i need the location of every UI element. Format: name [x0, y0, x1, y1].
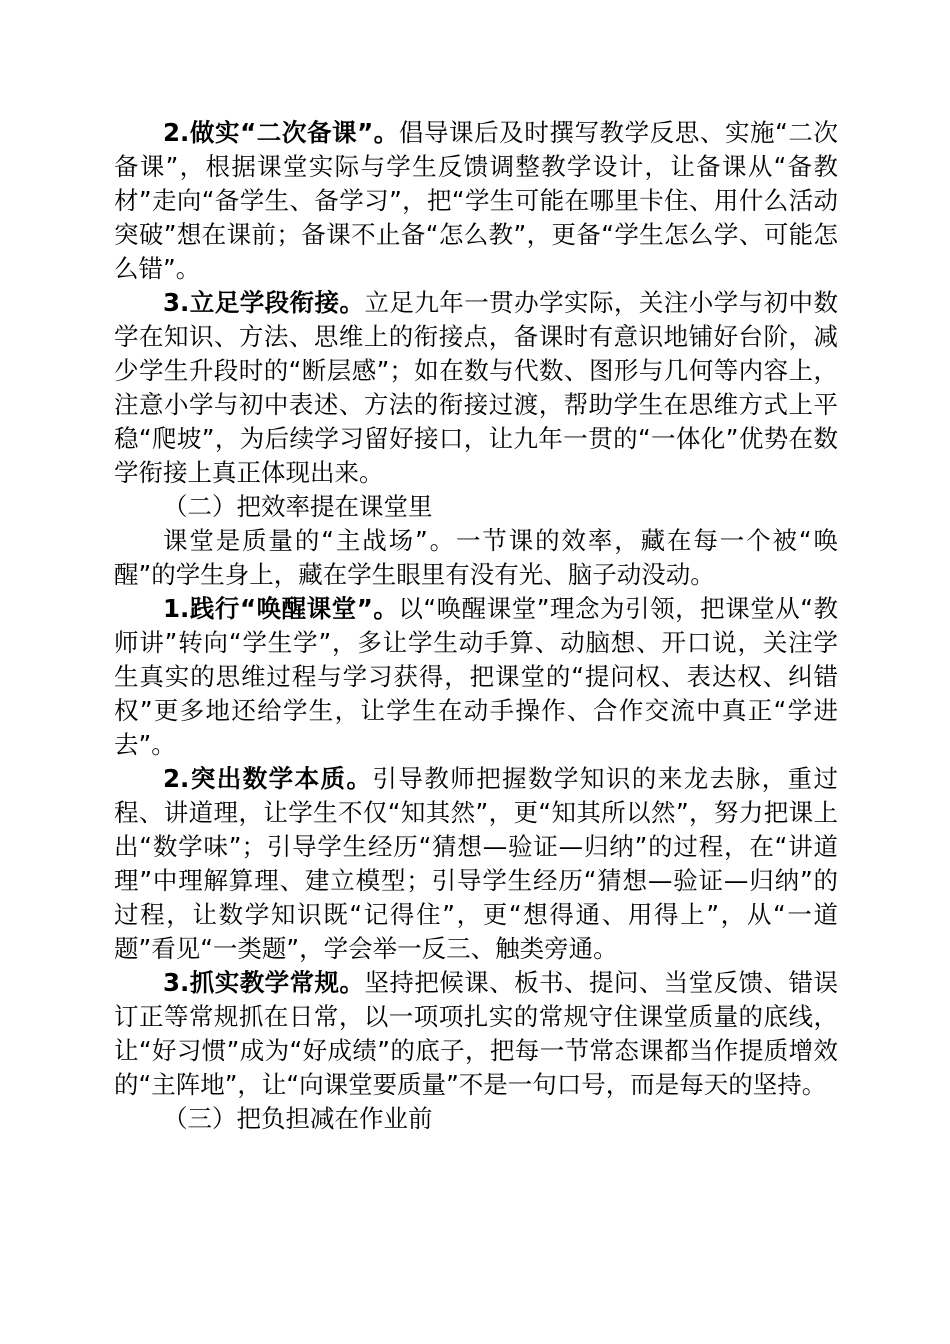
- paragraph-body: 引导教师把握数学知识的来龙去脉，重过程、讲道理，让学生不仅“知其然”，更“知其所以然”，努力把课上出“数学味”；引导学生经历“猜想—验证—归纳”的过程，在“讲道理”中理解算理、建立模型；引导学生经历“猜想—验证—归纳”的过程，让数学知识既“记得住”，更“想得通、用得上”，从“一道题”看见“一类题”，学会举一反三、触类旁通。: [114, 764, 838, 963]
- paragraph-lead: 2.做实“二次备课”。: [163, 118, 399, 147]
- paragraph-second-lesson-prep: [114, 116, 838, 286]
- paragraph-teaching-routines: [114, 966, 838, 1102]
- document-page: [114, 116, 838, 1136]
- paragraph-body: 倡导课后及时撰写教学反思、实施“二次备课”，根据课堂实际与学生反馈调整教学设计，让备课从“备教材”走向“备学生、备学习”，把“学生可能在哪里卡住、用什么活动突破”想在课前；备课不止备“怎么教”，更备“学生怎么学、可能怎么错”。: [114, 118, 838, 283]
- paragraph-body: 立足九年一贯办学实际，关注小学与初中数学在知识、方法、思维上的衔接点，备课时有意识地铺好台阶，减少学生升段时的“断层感”；如在数与代数、图形与几何等内容上，注意小学与初中表述、方法的衔接过渡，帮助学生在思维方式上平稳“爬坡”，为后续学习留好接口，让九年一贯的“一体化”优势在数学衔接上真正体现出来。: [114, 288, 838, 487]
- section-heading-classroom-efficiency: （二）把效率提在课堂里: [163, 492, 433, 521]
- paragraph-classroom-intro: 课堂是质量的“主战场”。一节课的效率，藏在每一个被“唤醒”的学生身上，藏在学生眼里有没有光、脑子动没动。: [114, 526, 838, 589]
- paragraph-math-essence: [114, 762, 838, 966]
- paragraph-lead: 3.抓实教学常规。: [163, 968, 365, 997]
- paragraph-awakening-classroom: [114, 592, 838, 762]
- paragraph-stage-transition: [114, 286, 838, 490]
- section-heading-homework-burden: （三）把负担减在作业前: [163, 1104, 433, 1133]
- paragraph-body: 以“唤醒课堂”理念为引领，把课堂从“教师讲”转向“学生学”，多让学生动手算、动脑想、开口说，关注学生真实的思维过程与学习获得，把课堂的“提问权、表达权、纠错权”更多地还给学生，让学生在动手操作、合作交流中真正“学进去”。: [114, 594, 839, 759]
- paragraph-lead: 1.践行“唤醒课堂”。: [163, 594, 399, 623]
- paragraph-lead: 3.立足学段衔接。: [163, 288, 365, 317]
- paragraph-lead: 2.突出数学本质。: [163, 764, 373, 793]
- paragraph-body: 坚持把候课、板书、提问、当堂反馈、错误订正等常规抓在日常，以一项项扎实的常规守住课堂质量的底线，让“好习惯”成为“好成绩”的底子，把每一节常态课都当作提质增效的“主阵地”，让“向课堂要质量”不是一句口号，而是每天的坚持。: [114, 968, 838, 1099]
